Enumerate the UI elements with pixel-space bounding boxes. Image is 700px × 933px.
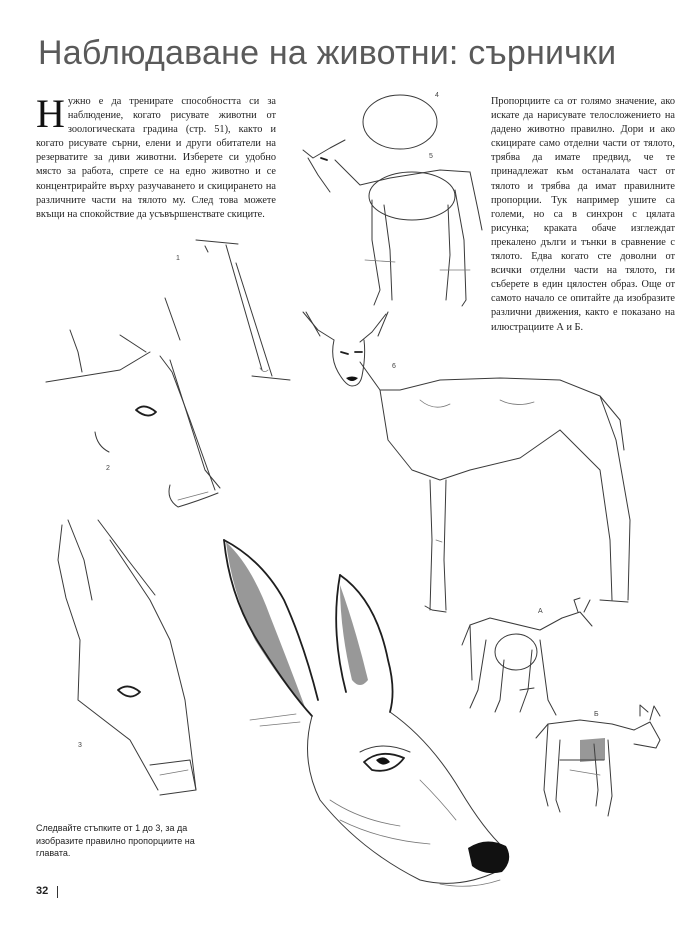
sketch-b-deer [536,705,660,816]
page-number: 32 [36,885,49,897]
figure-label-5: 5 [429,153,433,160]
page-title: Наблюдаване на животни: сърнички [38,34,617,72]
sketch-a-deer [462,598,592,715]
sketch-2-head [46,298,220,507]
sketch-6-deer [303,312,630,612]
sketch-5-deer [303,140,482,306]
figure-label-3: 3 [78,742,82,749]
figure-label-a: А [538,608,543,615]
figure-label-6: 6 [392,363,396,370]
sketch-3-head [58,520,196,795]
large-deer-head-drawing [224,540,509,886]
figure-caption: Следвайте стъпките от 1 до 3, за да изобразите правилно пропорциите на главата. [36,823,195,858]
figure-label-b: Б [594,711,599,718]
figure-label-2: 2 [106,465,110,472]
figure-label-4: 4 [435,92,439,99]
drop-cap: Н [36,91,65,136]
sketch-1-construction [196,240,290,380]
figure-label-1: 1 [176,255,180,262]
sketch-4-ellipse [363,95,437,149]
proportions-paragraph: Пропорциите са от голямо значение, ако искате да нарисувате телосложението на дадено животно правилно. Дори и ако скицирате само отделни части от тялото, трябва да имате предвид, че те принадлежат към останалата част от тялото и трябва да имат правилните пропорции. Тук например ушите са големи, но са в синхрон с цялата рисунка; краката обаче изглеждат прекалено дълги и тънки в сравнение с тялото. Едва когато сте доволни от всички отделни части на тялото, ги съберете в един цялостен образ. Още от самото начало се опитайте да изобразите различни движения, както е показано на илюстрациите А и Б. [491,96,675,333]
intro-text: ужно е да тренирате способността си за наблюдение, когато рисувате животни от зоологическата градина (стр. 51), както и когато рисувате сърни, елени и други обитатели на резерватите за диви животни. Изберете си удобно място за работа, спрете се на едно животно и се концентрирайте върху разучаването и скицирането на различните части на тялото му. След това можете вкъщи на спокойствие да усъвършенствате скиците. [36,96,276,220]
page-number-divider [57,886,58,898]
